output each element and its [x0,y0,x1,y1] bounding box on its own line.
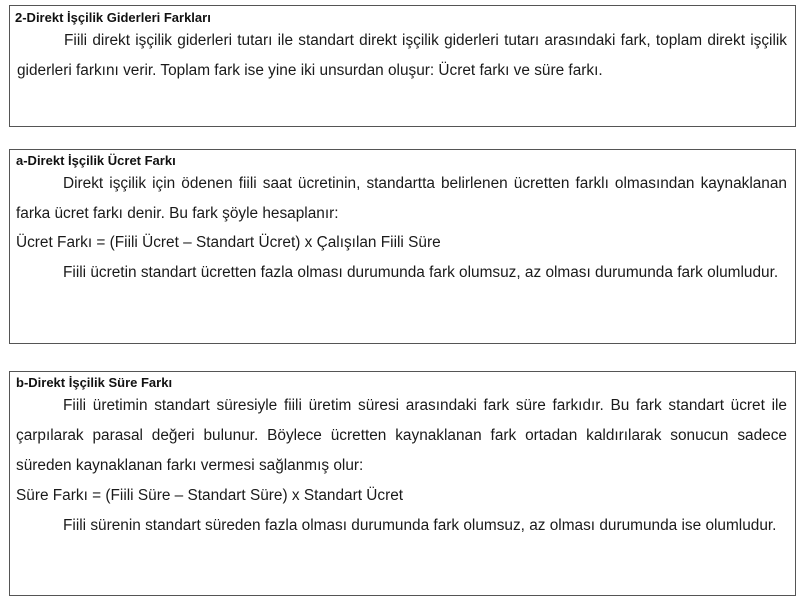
section-title: a-Direkt İşçilik Ücret Farkı [16,153,176,168]
rate-variance-formula: Ücret Farkı = (Fiili Ücret – Standart Ücret) x Çalışılan Fiili Süre [16,234,441,251]
efficiency-variance-formula: Süre Farkı = (Fiili Süre – Standart Süre) x Standart Ücret [16,487,404,504]
section-paragraph: Fiili üretimin standart süresiyle fiili üretim süresi arasındaki fark süre farkıdır. Bu fark standart ücret ile çarpılarak parasal değeri bulunur. Böylece ücretten kaynaklanan fark ortadan kaldırılarak sonucun sadece süreden kaynaklanan farkı vermesi sağlanmış olur: [16,397,787,474]
section-paragraph: Fiili ücretin standart ücretten fazla olması durumunda fark olumsuz, az olması durumunda fark olumludur. [63,263,779,281]
section-paragraph: Direkt işçilik için ödenen fiili saat ücretinin, standartta belirlenen ücretten farklı olmasından kaynaklanan farka ücret farkı denir. Bu fark şöyle hesaplanır: [16,175,787,222]
section-title: b-Direkt İşçilik Süre Farkı [16,375,173,390]
section-labor-rate-variance [9,149,796,344]
section-paragraph: Fiili sürenin standart süreden fazla olması durumunda fark olumsuz, az olması durumunda ise olumludur. [63,517,777,534]
section-direct-labor-cost-variances [9,5,796,127]
section-title: 2-Direkt İşçilik Giderleri Farkları [15,10,211,25]
section-paragraph: Fiili direkt işçilik giderleri tutarı ile standart direkt işçilik giderleri tutarı arasındaki fark, toplam direkt işçilik giderleri farkını verir. Toplam fark ise yine iki unsurdan oluşur: Ücret farkı ve süre farkı. [17,32,787,79]
section-labor-efficiency-variance [9,371,796,596]
